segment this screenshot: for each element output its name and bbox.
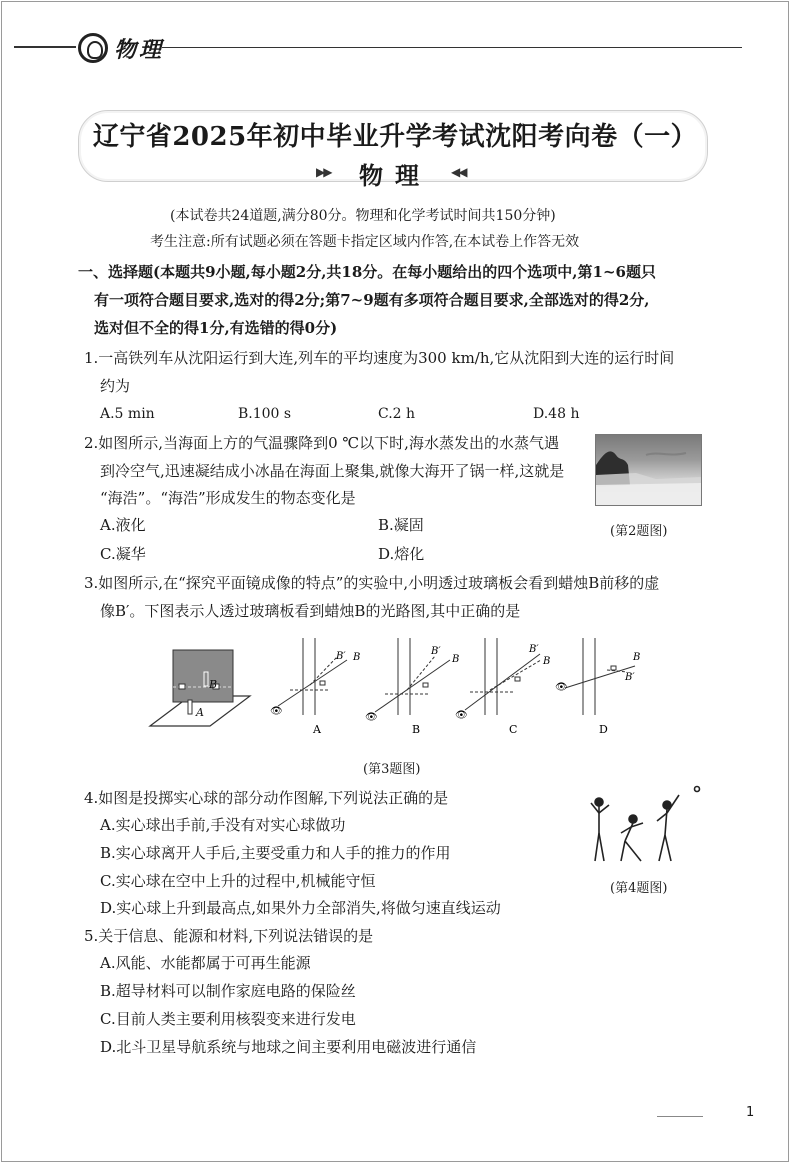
q2-option-c: C.凝华: [100, 545, 146, 563]
exam-info: (本试卷共24道题,满分80分。物理和化学考试时间共150分钟): [170, 208, 556, 224]
section-heading-line2: 有一项符合题目要求,选对的得2分;第7~9题有多项符合题目要求,全部选对的得2分,: [94, 291, 650, 309]
q2-stem-line3: “海浩”。“海浩”形成发生的物态变化是: [100, 489, 356, 507]
q4-option-d: D.实心球上升到最高点,如果外力全部消失,将做匀速直线运动: [100, 899, 501, 917]
q1-option-a: A.5 min: [100, 406, 155, 422]
diagram-a-bprime: B′: [336, 651, 346, 662]
q1-stem-line2: 约为: [100, 377, 131, 395]
q1-option-c: C.2 h: [378, 406, 416, 422]
left-arrows-icon: ◀◀: [451, 165, 466, 179]
right-arrows-icon: ▶▶: [316, 165, 331, 179]
q2-option-d: D.熔化: [378, 545, 425, 563]
q4-option-c: C.实心球在空中上升的过程中,机械能守恒: [100, 872, 376, 890]
diagram-b-bprime: B′: [431, 646, 441, 657]
diagram-c: [455, 638, 550, 736]
diagram-d-b: B: [633, 652, 641, 663]
q4-option-b: B.实心球离开人手后,主要受重力和人手的推力的作用: [100, 844, 451, 862]
q3-stem-line2: 像B′。下图表示人透过玻璃板看到蜡烛B的光路图,其中正确的是: [100, 602, 521, 620]
diagram-d-bprime: B′: [625, 672, 635, 683]
diagram-b: [365, 638, 459, 736]
diagram-d-label: D: [599, 723, 608, 736]
q4-caption: (第4题图): [610, 881, 668, 896]
header-rule-right: [162, 47, 742, 48]
q3-caption: (第3题图): [363, 762, 421, 777]
q5-stem-line1: 5.关于信息、能源和材料,下列说法错误的是: [84, 927, 374, 945]
diagram-a-b: B: [353, 652, 361, 663]
candle-b-label: B: [209, 678, 218, 691]
diagram-c-bprime: B′: [529, 644, 539, 655]
q5-option-a: A.风能、水能都属于可再生能源: [100, 954, 311, 972]
svg-text:👁: 👁: [270, 706, 283, 717]
candle-a-label: A: [196, 706, 204, 719]
diagram-d: [555, 638, 640, 736]
q2-stem-line2: 到冷空气,迅速凝结成小冰晶在海面上聚集,就像大海开了锅一样,这就是: [100, 462, 565, 480]
q1-stem-line1: 1.一高铁列车从沈阳运行到大连,列车的平均速度为300 km/h,它从沈阳到大连的运行时间: [84, 349, 675, 367]
q5-option-b: B.超导材料可以制作家庭电路的保险丝: [100, 982, 356, 1000]
svg-text:👁: 👁: [455, 710, 468, 721]
diagram-c-label: C: [509, 723, 518, 736]
header-rule-left: [14, 46, 76, 48]
q3-figure: [145, 630, 665, 745]
q4-shot-put-figure: [585, 783, 705, 868]
q2-stem-line1: 2.如图所示,当海面上方的气温骤降到0 ℃以下时,海水蒸发出的水蒸气遇: [84, 434, 559, 452]
diagram-b-b: B: [452, 654, 460, 665]
q2-option-b: B.凝固: [378, 516, 424, 534]
svg-text:👁: 👁: [365, 712, 378, 723]
q5-option-c: C.目前人类主要利用核裂变来进行发电: [100, 1010, 356, 1028]
section-heading-line3: 选对但不全的得1分,有选错的得0分): [94, 319, 338, 337]
page-subtitle: 物理: [359, 161, 431, 190]
q1-option-b: B.100 s: [238, 406, 292, 422]
q4-option-a: A.实心球出手前,手没有对实心球做功: [100, 816, 346, 834]
footer-rule: [657, 1116, 703, 1117]
page-title: 辽宁省2025年初中毕业升学考试沈阳考向卷（一）: [92, 122, 698, 152]
sea-smoke-image: [596, 435, 701, 505]
q1-option-d: D.48 h: [533, 406, 580, 422]
q4-stem-line1: 4.如图是投掷实心球的部分动作图解,下列说法正确的是: [84, 789, 449, 807]
diagram-a-label: A: [313, 723, 321, 736]
q3-stem-line1: 3.如图所示,在“探究平面镜成像的特点”的实验中,小明透过玻璃板会看到蜡烛B前移的虚: [84, 574, 660, 592]
diagram-c-b: B: [543, 656, 551, 667]
q2-option-a: A.液化: [100, 516, 146, 534]
section-heading-line1: 一、选择题(本题共9小题,每小题2分,共18分。在每小题给出的四个选项中,第1~6题只: [78, 263, 656, 281]
page-number: 1: [746, 1105, 755, 1120]
q2-caption: (第2题图): [610, 524, 668, 539]
header-subject: 物理: [114, 37, 165, 63]
sea-smoke-photo: [595, 434, 702, 506]
subject-logo-icon: [78, 33, 108, 63]
exam-notice: 考生注意:所有试题必须在答题卡指定区域内作答,在本试卷上作答无效: [150, 234, 580, 250]
diagram-b-label: B: [412, 723, 421, 736]
q5-option-d: D.北斗卫星导航系统与地球之间主要利用电磁波进行通信: [100, 1038, 477, 1056]
mirror-apparatus: [150, 650, 250, 726]
svg-text:👁: 👁: [555, 682, 568, 693]
diagram-a: [270, 638, 360, 736]
